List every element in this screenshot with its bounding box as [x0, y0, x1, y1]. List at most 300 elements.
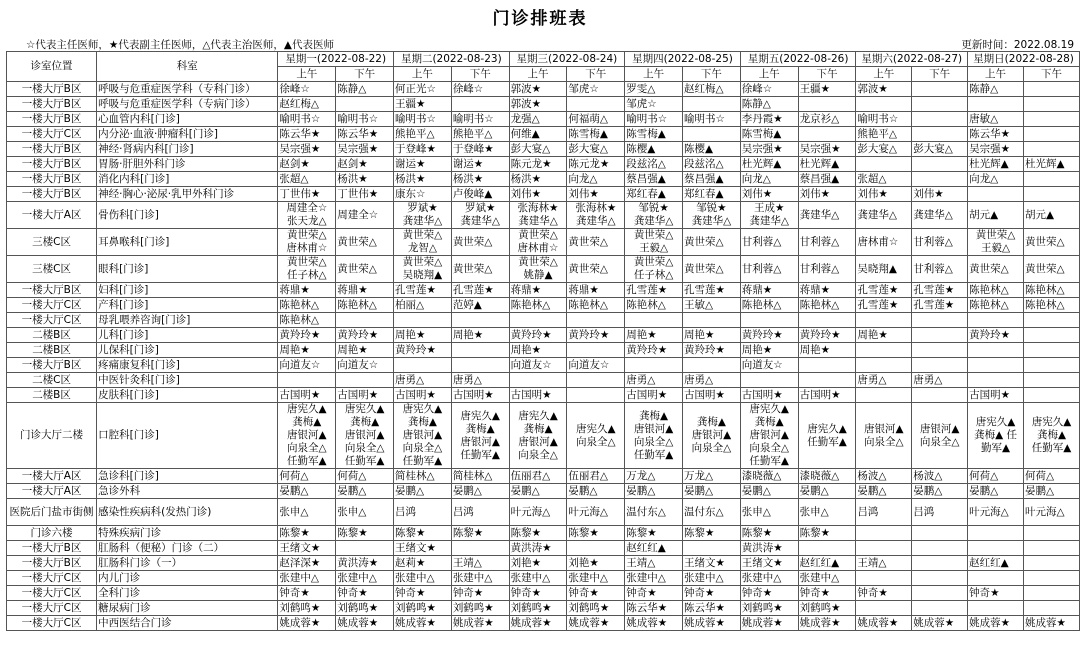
am-shift-cell	[278, 187, 336, 202]
doctor-name: 彭大宴△	[857, 142, 897, 155]
am-shift-cell	[856, 313, 912, 328]
am-shift-cell	[968, 82, 1024, 97]
doctor-name: 康东☆	[395, 187, 426, 200]
doctor-name: 王靖△	[857, 556, 887, 569]
doctor-name: 钟奇★	[568, 586, 599, 599]
pm-shift-cell	[1023, 373, 1079, 388]
doctor-name: 刘鹤鸣★	[452, 601, 494, 614]
am-shift-cell	[968, 373, 1024, 388]
doctor-name: 杨波△	[913, 469, 943, 482]
pm-shift-cell	[798, 112, 856, 127]
schedule-row	[7, 586, 1080, 601]
pm-shift-cell	[336, 499, 394, 526]
pm-shift-cell	[567, 283, 625, 298]
pm-shift-cell	[912, 616, 968, 631]
am-shift-cell	[968, 298, 1024, 313]
doctor-name: 孔雪莲★	[857, 283, 899, 296]
header-pm: 下午	[336, 67, 394, 82]
doctor-name: 龚建华△	[633, 215, 674, 227]
department-name: 急诊外科	[97, 484, 278, 499]
doctor-name: 姚成蓉★	[337, 616, 379, 629]
pm-shift-cell	[1023, 283, 1079, 298]
schedule-row	[7, 229, 1080, 256]
room-location: 二楼B区	[7, 343, 97, 358]
room-location: 二楼B区	[7, 328, 97, 343]
pm-shift-cell	[912, 388, 968, 403]
doctor-name: 任子林△	[633, 269, 674, 281]
doctor-name: 龚梅▲	[1036, 429, 1067, 441]
am-shift-cell	[968, 328, 1024, 343]
am-shift-cell	[856, 157, 912, 172]
am-shift-cell	[278, 82, 336, 97]
am-shift-cell	[278, 142, 336, 157]
pm-shift-cell	[451, 388, 509, 403]
doctor-name: 喻明书☆	[279, 112, 321, 125]
am-shift-cell	[856, 469, 912, 484]
doctor-name: 姚成蓉★	[452, 616, 494, 629]
doctor-name: 古国明★	[510, 388, 552, 401]
doctor-name: 何荷△	[969, 469, 999, 482]
doctor-name: 漆晓薇△	[741, 469, 782, 482]
doctor-name: 黄羚玲★	[626, 343, 668, 356]
am-shift-cell	[968, 541, 1024, 556]
doctor-name: 陈艳林△	[1024, 298, 1065, 311]
doctor-name: 何福萌△	[568, 112, 608, 125]
doctor-name: 向泉全△	[864, 435, 904, 448]
doctor-name: 甘利蓉△	[741, 262, 782, 275]
am-shift-cell	[856, 358, 912, 373]
am-shift-cell	[625, 313, 683, 328]
pm-shift-cell	[567, 469, 625, 484]
am-shift-cell	[394, 484, 452, 499]
am-shift-cell	[625, 127, 683, 142]
doctor-name: 晏鹏△	[799, 484, 829, 497]
pm-shift-cell	[1023, 601, 1079, 616]
am-shift-cell	[278, 343, 336, 358]
schedule-row	[7, 601, 1080, 616]
pm-shift-cell	[683, 484, 741, 499]
am-shift-cell	[740, 256, 798, 283]
pm-shift-cell	[912, 82, 968, 97]
pm-shift-cell	[683, 616, 741, 631]
doctor-name: 孔雪莲★	[452, 283, 494, 296]
pm-shift-cell	[567, 112, 625, 127]
am-shift-cell	[394, 298, 452, 313]
department-name: 疼痛康复科[门诊]	[97, 358, 278, 373]
am-shift-cell	[740, 526, 798, 541]
doctor-name: 钟奇★	[452, 586, 484, 599]
doctor-name: 唐银河▲	[864, 422, 904, 435]
doctor-name: 邹虎☆	[626, 97, 657, 110]
doctor-name: 任勤军▲	[807, 435, 847, 448]
doctor-name: 勤军▲	[981, 442, 1011, 454]
am-shift-cell	[968, 172, 1024, 187]
pm-shift-cell	[567, 484, 625, 499]
pm-shift-cell	[1023, 157, 1079, 172]
pm-shift-cell	[336, 526, 394, 541]
pm-shift-cell	[1023, 343, 1079, 358]
pm-shift-cell	[798, 358, 856, 373]
doctor-name: 张超△	[857, 172, 887, 185]
department-name: 内分泌·血液·肿瘤科[门诊]	[97, 127, 278, 142]
am-shift-cell	[509, 298, 567, 313]
pm-shift-cell	[567, 586, 625, 601]
doctor-name: 周艳★	[452, 328, 484, 341]
am-shift-cell	[625, 97, 683, 112]
schedule-row	[7, 403, 1080, 469]
doctor-name: 郭波★	[510, 82, 542, 95]
am-shift-cell	[394, 388, 452, 403]
doctor-name: 钟奇★	[510, 586, 542, 599]
pm-shift-cell	[912, 586, 968, 601]
doctor-name: 蒋鼎★	[279, 283, 310, 296]
pm-shift-cell	[336, 202, 394, 229]
doctor-name: 熊艳平△	[857, 127, 897, 140]
pm-shift-cell	[912, 541, 968, 556]
doctor-name: 陈黎★	[568, 526, 599, 539]
doctor-name: 唐宪久▲	[807, 422, 847, 435]
doctor-name: 刘艳★	[568, 556, 599, 569]
doctor-name: 蒋鼎★	[741, 283, 773, 296]
am-shift-cell	[509, 283, 567, 298]
pm-shift-cell	[336, 571, 394, 586]
doctor-name: 龚建华△	[799, 208, 840, 221]
pm-shift-cell	[798, 571, 856, 586]
doctor-name: 王敏△	[684, 298, 714, 311]
am-shift-cell	[278, 358, 336, 373]
am-shift-cell	[968, 526, 1024, 541]
header-pm: 下午	[451, 67, 509, 82]
doctor-name: 黄世荣△	[568, 235, 608, 248]
pm-shift-cell	[567, 616, 625, 631]
doctor-name: 龚建华△	[913, 208, 953, 221]
am-shift-cell	[394, 142, 452, 157]
doctor-name: 杨波△	[857, 469, 887, 482]
doctor-name: 黄世荣△	[337, 262, 377, 275]
doctor-name: 钟奇★	[799, 586, 831, 599]
doctor-name: 赵泽深★	[279, 556, 321, 569]
doctor-name: 陈黎★	[510, 526, 542, 539]
doctor-name: 古国明★	[279, 388, 321, 401]
schedule-row	[7, 97, 1080, 112]
doctor-name: 唐勇△	[913, 373, 943, 386]
doctor-name: 陈静△	[337, 82, 367, 95]
am-shift-cell	[278, 403, 336, 469]
room-location: 一楼大厅A区	[7, 202, 97, 229]
pm-shift-cell	[683, 112, 741, 127]
doctor-name: 张申△	[799, 505, 829, 518]
doctor-name: 姚成蓉★	[1024, 616, 1066, 629]
doctor-name: 孔雪莲★	[684, 283, 725, 296]
pm-shift-cell	[683, 556, 741, 571]
doctor-name: 姚成蓉★	[626, 616, 668, 629]
doctor-name: 刘伟★	[799, 187, 831, 200]
schedule-row	[7, 469, 1080, 484]
doctor-name: 张建中△	[684, 571, 724, 584]
am-shift-cell	[968, 403, 1024, 469]
am-shift-cell	[856, 373, 912, 388]
doctor-name: 龚梅▲	[350, 416, 380, 428]
am-shift-cell	[394, 373, 452, 388]
schedule-row	[7, 373, 1080, 388]
pm-shift-cell	[1023, 313, 1079, 328]
pm-shift-cell	[912, 97, 968, 112]
header-department: 科室	[97, 52, 278, 82]
doctor-name: 唐勇△	[395, 373, 425, 386]
doctor-name: 晏鹏△	[857, 484, 887, 497]
pm-shift-cell	[1023, 541, 1079, 556]
am-shift-cell	[394, 571, 452, 586]
department-name: 神经·胸心·泌尿·乳甲外科门诊	[97, 187, 278, 202]
am-shift-cell	[968, 283, 1024, 298]
doctor-name: 叶元海△	[510, 505, 551, 518]
am-shift-cell	[856, 202, 912, 229]
department-name: 耳鼻喉科[门诊]	[97, 229, 278, 256]
doctor-name: 黄羚玲★	[337, 328, 379, 341]
doctor-name: 赵红红▲	[799, 556, 840, 569]
am-shift-cell	[394, 541, 452, 556]
doctor-name: 王绪文★	[395, 541, 436, 554]
doctor-name: 喻明书☆	[684, 112, 725, 125]
pm-shift-cell	[683, 256, 741, 283]
doctor-name: 晏鹏△	[741, 484, 771, 497]
doctor-name: 甘利蓉△	[799, 235, 840, 248]
am-shift-cell	[394, 556, 452, 571]
pm-shift-cell	[336, 556, 394, 571]
doctor-name: 吴宗强★	[279, 142, 321, 155]
pm-shift-cell	[912, 328, 968, 343]
pm-shift-cell	[683, 142, 741, 157]
pm-shift-cell	[683, 97, 741, 112]
pm-shift-cell	[798, 526, 856, 541]
header-day: 星期日(2022-08-28)	[968, 52, 1080, 67]
doctor-name: 陈艳林△	[279, 313, 319, 326]
doctor-name: 姚成蓉★	[279, 616, 321, 629]
doctor-name: 温付东△	[684, 505, 724, 518]
doctor-name: 向道友☆	[337, 358, 379, 371]
pm-shift-cell	[912, 283, 968, 298]
doctor-name: 刘鹤鸣★	[568, 601, 610, 614]
doctor-name: 陈静△	[969, 82, 999, 95]
header-pm: 下午	[683, 67, 741, 82]
doctor-name: 向道友☆	[741, 358, 783, 371]
pm-shift-cell	[798, 97, 856, 112]
doctor-name: 杜光辉▲	[799, 157, 840, 170]
schedule-row	[7, 571, 1080, 586]
doctor-name: 张建中△	[741, 571, 782, 584]
doctor-name: 晏鹏△	[337, 484, 367, 497]
pm-shift-cell	[1023, 187, 1079, 202]
am-shift-cell	[509, 313, 567, 328]
am-shift-cell	[625, 172, 683, 187]
doctor-name: 龚梅▲	[407, 416, 437, 428]
pm-shift-cell	[336, 358, 394, 373]
pm-shift-cell	[683, 373, 741, 388]
doctor-name: 向龙△	[969, 172, 999, 185]
doctor-name: 陈云华★	[337, 127, 379, 140]
doctor-name: 姚成蓉★	[568, 616, 610, 629]
pm-shift-cell	[567, 256, 625, 283]
doctor-name: 晏鹏△	[913, 484, 943, 497]
doctor-name: 周艳★	[510, 343, 542, 356]
doctor-name: 刘伟★	[857, 187, 888, 200]
pm-shift-cell	[912, 556, 968, 571]
am-shift-cell	[394, 328, 452, 343]
doctor-name: 唐勇△	[684, 373, 714, 386]
pm-shift-cell	[683, 82, 741, 97]
am-shift-cell	[625, 484, 683, 499]
pm-shift-cell	[567, 403, 625, 469]
am-shift-cell	[509, 484, 567, 499]
doctor-name: 古国明★	[969, 388, 1011, 401]
doctor-name: 姚成蓉★	[510, 616, 552, 629]
department-name: 特殊疾病门诊	[97, 526, 278, 541]
doctor-name: 唐勇△	[857, 373, 887, 386]
doctor-name: 张申△	[279, 505, 309, 518]
doctor-name: 晏鹏△	[626, 484, 656, 497]
doctor-name: 龚建华△	[691, 215, 732, 227]
doctor-name: 王成★	[753, 202, 785, 214]
doctor-name: 张建中△	[337, 571, 377, 584]
pm-shift-cell	[451, 403, 509, 469]
am-shift-cell	[968, 112, 1024, 127]
pm-shift-cell	[336, 403, 394, 469]
doctor-name: 邹锐★	[696, 202, 727, 214]
pm-shift-cell	[336, 601, 394, 616]
department-name: 儿保科[门诊]	[97, 343, 278, 358]
am-shift-cell	[278, 256, 336, 283]
am-shift-cell	[394, 403, 452, 469]
am-shift-cell	[509, 388, 567, 403]
doctor-name: 晏鹏△	[395, 484, 425, 497]
doctor-name: 张建中△	[452, 571, 493, 584]
doctor-name: 王绪文★	[279, 541, 321, 554]
pm-shift-cell	[798, 499, 856, 526]
pm-shift-cell	[451, 256, 509, 283]
doctor-name: 赵红梅△	[684, 82, 724, 95]
room-location: 一楼大厅C区	[7, 616, 97, 631]
doctor-name: 周艳★	[684, 328, 715, 341]
pm-shift-cell	[683, 571, 741, 586]
doctor-name: 温付东△	[626, 505, 666, 518]
pm-shift-cell	[1023, 499, 1079, 526]
doctor-name: 龚梅▲	[639, 409, 669, 422]
am-shift-cell	[740, 469, 798, 484]
doctor-name: 姚静▲	[523, 269, 553, 281]
doctor-name: 喻明书☆	[626, 112, 668, 125]
am-shift-cell	[278, 388, 336, 403]
doctor-name: 简桂林△	[395, 469, 435, 482]
room-location: 一楼大厅C区	[7, 313, 97, 328]
header-day: 星期二(2022-08-23)	[394, 52, 510, 67]
doctor-name: 吴宗强★	[337, 142, 379, 155]
doctor-name: 向泉全△	[749, 442, 789, 454]
doctor-name: 龚建华△	[576, 215, 616, 227]
pm-shift-cell	[912, 403, 968, 469]
doctor-name: 周艳★	[279, 343, 310, 356]
doctor-name: 王绪文★	[741, 556, 783, 569]
doctor-name: 任勤军▲	[1031, 442, 1072, 454]
am-shift-cell	[856, 403, 912, 469]
doctor-name: 刘鹤鸣★	[741, 601, 783, 614]
pm-shift-cell	[336, 97, 394, 112]
room-location: 一楼大厅B区	[7, 556, 97, 571]
doctor-name: 杜光辉▲	[969, 157, 1009, 170]
doctor-name: 钟奇★	[741, 586, 773, 599]
doctor-name: 黄羚玲★	[395, 343, 436, 356]
pm-shift-cell	[336, 484, 394, 499]
am-shift-cell	[740, 499, 798, 526]
legend-text: ☆代表主任医师，★代表副主任医师，△代表主治医师，▲代表医师	[26, 39, 334, 51]
header-am: 上午	[278, 67, 336, 82]
doctor-name: 吴宗强★	[969, 142, 1011, 155]
pm-shift-cell	[336, 127, 394, 142]
doctor-name: 唐宪久▲	[749, 403, 789, 415]
department-name: 消化内科[门诊]	[97, 172, 278, 187]
doctor-name: 古国明★	[684, 388, 725, 401]
am-shift-cell	[625, 373, 683, 388]
doctor-name: 唐宪久▲	[287, 403, 327, 415]
am-shift-cell	[740, 187, 798, 202]
doctor-name: 向泉全△	[402, 442, 443, 454]
am-shift-cell	[740, 112, 798, 127]
pm-shift-cell	[912, 499, 968, 526]
pm-shift-cell	[798, 469, 856, 484]
pm-shift-cell	[336, 616, 394, 631]
doctor-name: 任勤军▲	[287, 455, 327, 467]
pm-shift-cell	[683, 127, 741, 142]
am-shift-cell	[856, 283, 912, 298]
doctor-name: 晏鹏△	[1024, 484, 1055, 497]
doctor-name: 万龙△	[684, 469, 714, 482]
am-shift-cell	[394, 313, 452, 328]
pm-shift-cell	[1023, 526, 1079, 541]
schedule-row	[7, 157, 1080, 172]
doctor-name: 黄羚玲★	[684, 343, 725, 356]
pm-shift-cell	[567, 541, 625, 556]
doctor-name: 陈艳林△	[1024, 283, 1065, 296]
doctor-name: 姚成蓉★	[741, 616, 783, 629]
pm-shift-cell	[336, 469, 394, 484]
am-shift-cell	[278, 541, 336, 556]
doctor-name: 王靖△	[452, 556, 482, 569]
doctor-name: 唐银河▲	[344, 429, 385, 441]
header-am: 上午	[509, 67, 567, 82]
doctor-name: 钟奇★	[395, 586, 426, 599]
doctor-name: 郭波★	[857, 82, 888, 95]
department-name: 肛肠科门诊（一）	[97, 556, 278, 571]
schedule-row	[7, 328, 1080, 343]
doctor-name: 黄世荣△	[1024, 235, 1065, 248]
doctor-name: 陈黎★	[279, 526, 310, 539]
am-shift-cell	[625, 586, 683, 601]
doctor-name: 陈艳林△	[337, 298, 377, 311]
pm-shift-cell	[336, 157, 394, 172]
pm-shift-cell	[912, 298, 968, 313]
pm-shift-cell	[683, 586, 741, 601]
doctor-name: 陈黎★	[337, 526, 368, 539]
am-shift-cell	[740, 484, 798, 499]
am-shift-cell	[856, 601, 912, 616]
doctor-name: 陈云华★	[684, 601, 725, 614]
schedule-row	[7, 172, 1080, 187]
room-location: 三楼C区	[7, 229, 97, 256]
pm-shift-cell	[567, 157, 625, 172]
pm-shift-cell	[336, 388, 394, 403]
pm-shift-cell	[1023, 82, 1079, 97]
am-shift-cell	[278, 499, 336, 526]
pm-shift-cell	[798, 142, 856, 157]
